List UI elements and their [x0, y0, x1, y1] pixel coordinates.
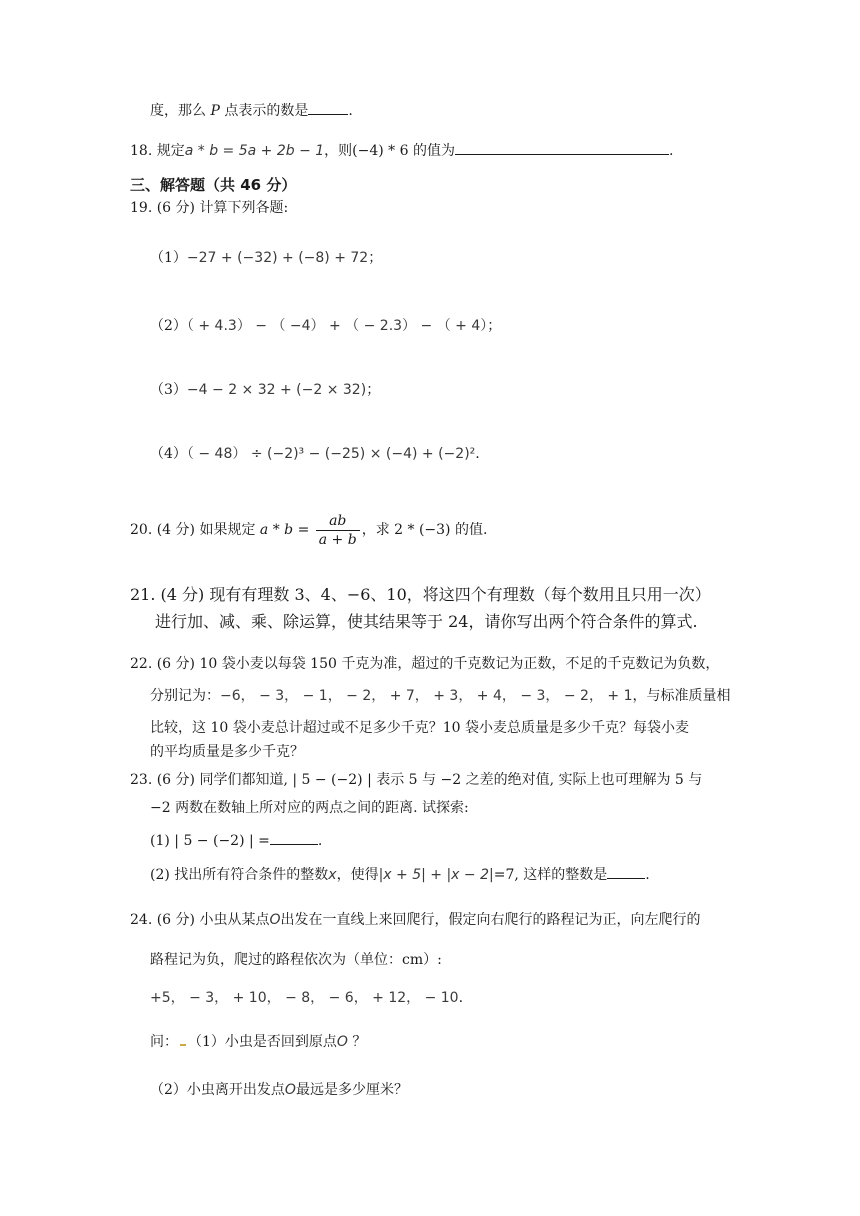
q23-line-2: −2 两数在数轴上所对应的两点之间的距离. 试探索: — [150, 800, 469, 816]
q24-values: +5， − 3， + 10， − 8， − 6， + 12， − 10 — [150, 990, 459, 1006]
q21-line-1: 21. (4 分) 现有有理数 3、4、−6、10，将这四个有理数（每个数用且只用一次） — [130, 585, 711, 604]
q19-item-expression: （ − 48） ÷ (−2)³ − (−25) × (−4) + (−2)² — [186, 446, 476, 462]
q17-tail — [150, 100, 353, 121]
q24-origin-label: O — [284, 1082, 296, 1098]
q24-ask1-end: ？ — [347, 1034, 367, 1050]
q24-ask2-text: （2）小虫离开出发点 — [150, 1082, 285, 1098]
q23-sub2-end: . — [645, 867, 650, 883]
q23-sub1-text: (1) | 5 − (−2) | = — [150, 833, 270, 849]
q23-sub2-post: =7, 这样的整数是 — [493, 867, 608, 883]
q22-text: 分别记为： — [150, 688, 220, 704]
q24-ask-2 — [150, 1080, 408, 1100]
q19-stem: 19. (6 分) 计算下列各题: — [130, 200, 289, 216]
q19-item-2 — [150, 316, 501, 336]
q20-fraction — [316, 512, 360, 549]
q17-text-post: 点表示的数是 — [219, 103, 309, 119]
q19-item-1 — [150, 248, 382, 268]
q20-lhs: a * b = — [259, 522, 310, 538]
q19-item-expression: （ + 4.3） − （ −4） + （ − 2.3） − （ + 4） — [186, 318, 488, 334]
q20-numerator: ab — [316, 512, 360, 531]
q18-text: ，则(−4) * 6 的值为 — [324, 143, 455, 159]
q22-values: −6， − 3， − 1， − 2， + 7， + 3， + 4， − 3， − 2， + 1 — [220, 688, 633, 704]
q19-item-number: （3） — [150, 382, 187, 398]
q18-end: . — [669, 143, 674, 159]
q18-label: 18. 规定 — [130, 143, 185, 159]
q22-line-3: 比较，这 10 袋小麦总计超过或不足多少千克？10 袋小麦总质量是多少千克？每袋小麦 — [150, 720, 689, 736]
q23-sub2-text: (2) 找出所有符合条件的整数 — [150, 867, 329, 883]
q24-text: 24. (6 分) 小虫从某点 — [130, 912, 270, 928]
q24-line-2: 路程记为负，爬过的路程依次为（单位：cm）: — [150, 952, 442, 968]
q19-item-expression: −27 + (−32) + (−8) + 72 — [186, 250, 369, 266]
q17-text: 度，那么 — [150, 103, 211, 119]
q20-tail: ，求 2 * (−3) 的值. — [361, 522, 488, 538]
q20 — [130, 510, 487, 550]
q22-line-1: 22. (6 分) 10 袋小麦以每袋 150 千克为准，超过的千克数记为正数，不足的千克数记为负数， — [130, 656, 720, 672]
q17-var: P — [210, 103, 220, 119]
q23-sub2-answer-blank[interactable] — [607, 864, 645, 879]
q18-formula: a * b = 5a + 2b − 1 — [184, 143, 325, 159]
q19-item-number: （2） — [150, 318, 187, 334]
q24-ask1-text: （1）小虫是否回到原点 — [188, 1034, 337, 1050]
q23-line-1: 23. (6 分) 同学们都知道, | 5 − (−2) | 表示 5 与 −2 之差的绝对值, 实际上也可理解为 5 与 — [130, 772, 703, 788]
q19-item-number: （4） — [150, 446, 187, 462]
q23-sub-2 — [150, 864, 650, 885]
q23-sub2-mid: ，使得 — [336, 867, 379, 883]
q19-item-end: ； — [487, 318, 502, 334]
q24-values-end: . — [458, 990, 464, 1006]
q17-end: . — [348, 103, 353, 119]
q22-line-4: 的平均质量是多少千克？ — [150, 744, 304, 760]
q23-sub2-expression: |x + 5| + |x − 2| — [378, 867, 494, 883]
q18-answer-blank[interactable] — [455, 140, 669, 155]
q19-item-3 — [150, 380, 380, 400]
q24-ask2-end: 最远是多少厘米？ — [295, 1082, 408, 1098]
q20-label: 20. (4 分) 如果规定 — [130, 522, 256, 538]
q23-sub1-end: . — [317, 833, 323, 849]
q24-ask-1 — [150, 1032, 366, 1052]
q24-line-1 — [130, 910, 700, 930]
q24-text-post: 出发在一直线上来回爬行，假定向右爬行的路程记为正，向左爬行的 — [280, 912, 701, 928]
q19-item-end: . — [475, 446, 480, 462]
q23-sub2-var: x — [328, 867, 337, 883]
q19-item-end: ； — [368, 250, 383, 266]
q21-line-2: 进行加、减、乘、除运算，使其结果等于 24，请你写出两个符合条件的算式. — [155, 612, 698, 631]
q23-sub1-answer-blank[interactable] — [270, 830, 318, 845]
q22-line-2 — [150, 686, 730, 706]
q24-origin-label: O — [269, 912, 281, 928]
q17-answer-blank[interactable] — [308, 100, 348, 115]
q24-values-line — [150, 988, 463, 1008]
q24-origin-label: O — [336, 1034, 348, 1050]
q19-item-4 — [150, 444, 480, 464]
q20-denominator: a + b — [318, 531, 357, 548]
section-heading: 三、解答题（共 46 分） — [130, 176, 297, 194]
q19-item-number: （1） — [150, 250, 187, 266]
q19-item-end: ； — [366, 382, 381, 398]
q24-ask-label: 问： — [150, 1034, 178, 1050]
q19-item-expression: −4 − 2 × 32 + (−2 × 32) — [186, 382, 367, 398]
artifact-dot — [180, 1044, 186, 1046]
q18 — [130, 140, 673, 161]
q23-sub-1 — [150, 830, 322, 851]
q22-text-post: ，与标准质量相 — [632, 688, 731, 704]
